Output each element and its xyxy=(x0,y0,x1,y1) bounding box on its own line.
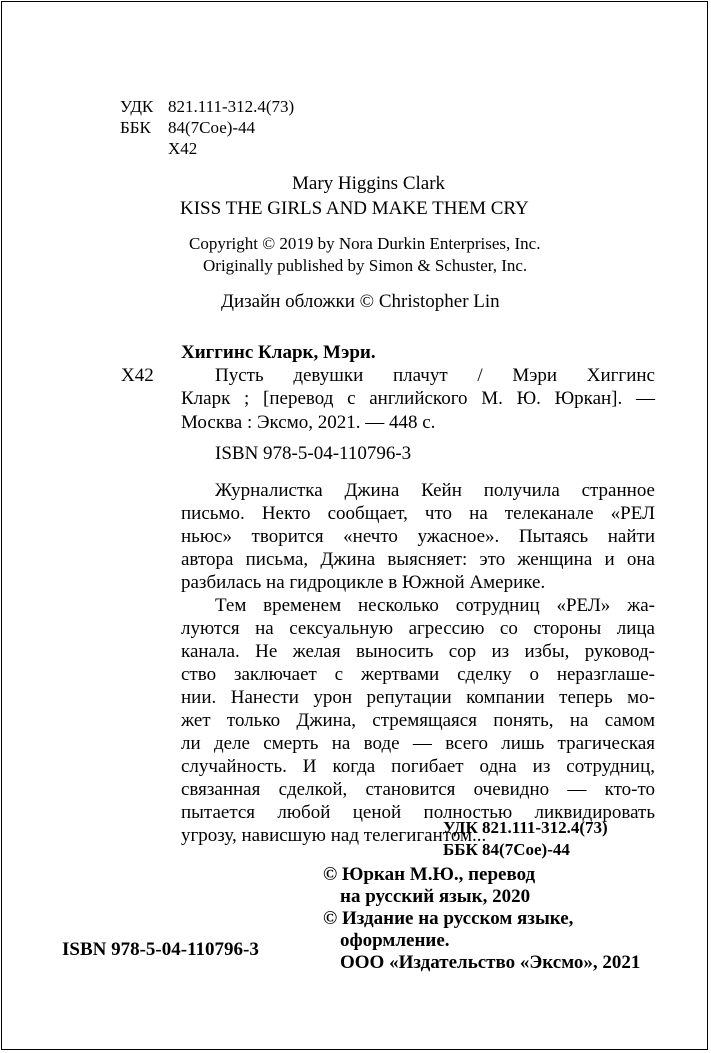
rights-line-4: оформление. xyxy=(340,930,450,951)
cover-design: Дизайн обложки © Christopher Lin xyxy=(221,291,500,312)
annotation-line: связанная сделкой, становится очевидно — кто-то xyxy=(181,779,655,800)
udk-value: 821.111-312.4(73) xyxy=(168,97,295,116)
annotation-line: ли деле смерть на воде — всего лишь трагическая xyxy=(181,733,655,754)
udk-label: УДК xyxy=(120,97,154,116)
author-mark: Х42 xyxy=(121,365,154,386)
annotation-line: ство заключает с жертвами сделку о неразглаше- xyxy=(181,664,655,685)
copyright-line-1: Copyright © 2019 by Nora Durkin Enterprises, Inc. xyxy=(189,234,541,253)
author-mark-top: Х42 xyxy=(168,139,198,158)
catalog-line-3: Москва : Эксмо, 2021. — 448 с. xyxy=(181,412,436,433)
original-title: KISS THE GIRLS AND MAKE THEM CRY xyxy=(180,198,529,219)
original-author: Mary Higgins Clark xyxy=(292,173,446,194)
annotation-line: Тем временем несколько сотрудниц «РЕЛ» жа- xyxy=(215,595,655,616)
annotation-line: жет только Джина, стремящаяся понять, на самом xyxy=(181,710,655,731)
annotation-line: случайность. И когда погибает одна из сотрудниц, xyxy=(181,756,655,777)
bbk-label: ББК xyxy=(120,118,151,137)
rights-line-1: © Юркан М.Ю., перевод xyxy=(323,864,536,885)
bottom-udk: УДК 821.111-312.4(73) xyxy=(443,818,608,837)
catalog-line-1: Пусть девушки плачут / Мэри Хиггинс xyxy=(215,365,655,386)
annotation-line: разбилась на гидроцикле в Южной Америке. xyxy=(181,572,546,593)
rights-line-5: ООО «Издательство «Эксмо», 2021 xyxy=(340,952,641,973)
catalog-author-heading: Хиггинс Кларк, Мэри. xyxy=(181,342,376,363)
annotation-line: автора письма, Джина выясняет: это женщина и она xyxy=(181,549,655,570)
annotation-line: канала. Не желая выносить сор из избы, руковод- xyxy=(181,641,655,662)
catalog-isbn: ISBN 978-5-04-110796-3 xyxy=(215,443,412,464)
annotation-line: Журналистка Джина Кейн получила странное xyxy=(215,480,655,501)
bottom-bbk: ББК 84(7Сое)-44 xyxy=(443,840,570,859)
catalog-line-2: Кларк ; [перевод с английского М. Ю. Юркан]. — xyxy=(181,388,655,409)
annotation-line: письмо. Некто сообщает, что на телеканале «РЕЛ xyxy=(181,503,655,524)
annotation-line: нии. Нанести урон репутации компании теперь мо- xyxy=(181,687,655,708)
annotation-line: ньюс» творится «нечто ужасное». Пытаясь найти xyxy=(181,526,655,547)
isbn-bottom: ISBN 978-5-04-110796-3 xyxy=(62,939,259,960)
copyright-line-2: Originally published by Simon & Schuster, Inc. xyxy=(203,256,528,275)
rights-line-2: на русский язык, 2020 xyxy=(340,886,531,907)
bbk-value: 84(7Сое)-44 xyxy=(168,118,256,137)
annotation-line: угрозу, нависшую над телегигантом... xyxy=(181,825,487,846)
rights-line-3: © Издание на русском языке, xyxy=(323,908,574,929)
annotation-line: луются на сексуальную агрессию со стороны лица xyxy=(181,618,655,639)
annotation-line: пытается любой ценой полностью ликвидировать xyxy=(181,802,655,823)
